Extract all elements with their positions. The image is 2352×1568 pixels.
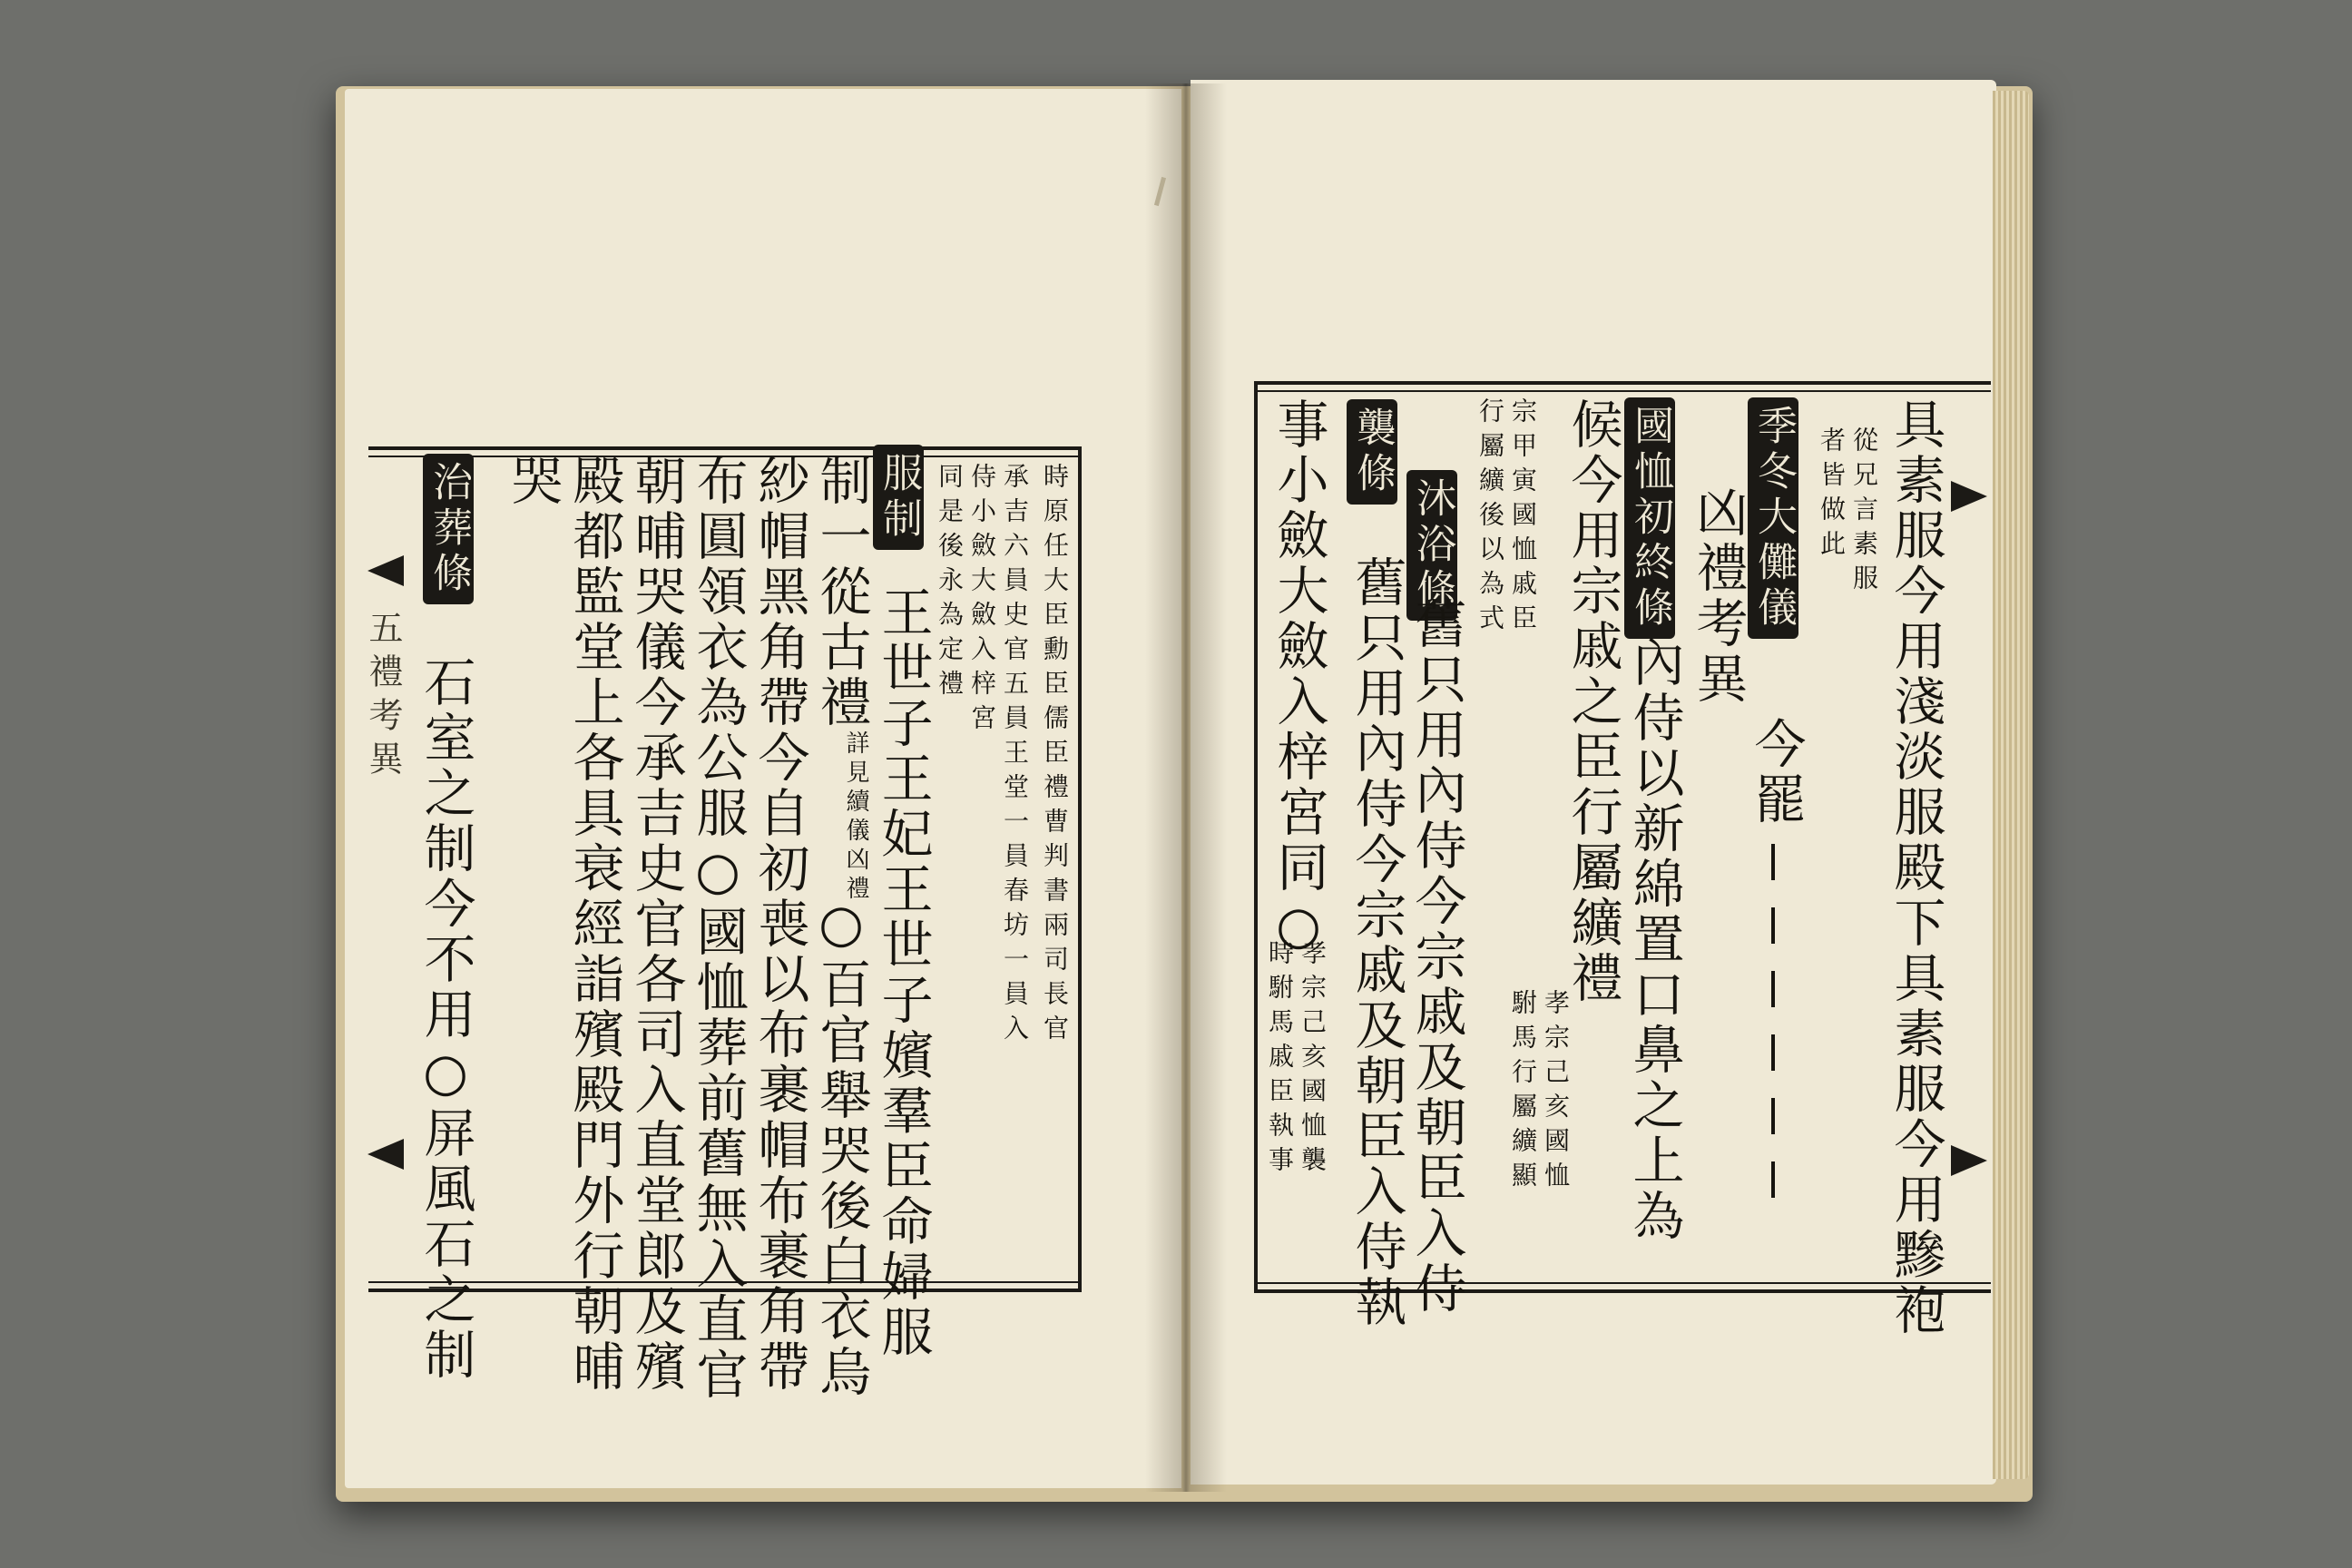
text-column-note: 從兄言素服 [1849,426,1879,599]
text-column-note: 孝宗己亥國恤 [1541,989,1571,1196]
text-column: 王世子王妃王世子嬪羣臣命婦服 [873,585,933,1360]
text-column: 舊只用內侍今宗戚及朝臣入侍 [1406,597,1466,1317]
text-column: 候今用宗戚之臣行屬纊禮 [1563,397,1622,1006]
section-header-dannuo: 季冬大儺儀 [1748,397,1798,639]
text-column: 布圓領衣為公服○國恤葬前舊無入直官 [688,454,748,1403]
text-column: 舊只用內侍今宗戚及朝臣入侍執 [1347,555,1406,1330]
text-column-note: 行屬纊後以為式 [1475,397,1505,639]
text-column-note: 孝宗己亥國恤襲 [1298,939,1328,1181]
left-folio-title: 五禮考異 [363,610,403,784]
line-mark [1771,971,1775,1007]
line-mark [1771,1161,1775,1198]
page-fore-edge [1993,91,2029,1479]
section-header-muyu: 沐浴條 [1406,470,1457,621]
line-mark [1771,844,1775,880]
line-mark [1771,1098,1775,1134]
text-column: 侍小斂大斂入梓宮 [967,463,997,739]
text-column-note: 者皆做此 [1817,426,1847,564]
text-column: 制一從古禮 [811,454,871,730]
text-column-note: 時駙馬戚臣執事 [1265,939,1295,1181]
text-column: 哭 [503,454,563,509]
section-header-guoxu: 國恤初終條 [1624,397,1675,639]
text-column-note: 詳見續儀凶禮 [842,730,869,905]
text-column: 事小斂大斂入梓宮同○ [1269,397,1328,959]
text-column-note: 宗甲寅國恤戚臣 [1508,397,1538,639]
section-header-xi: 襲條 [1347,399,1397,505]
text-column: 具素服今用淺淡服殿下具素服今用黲袍 [1886,397,1945,1338]
text-column: 石室之制今不用○屏風石之制 [416,655,475,1383]
text-column: 承吉六員史官五員王堂一員春坊一員入 [1000,463,1030,1049]
text-column: 今罷 [1746,717,1806,828]
line-mark [1771,907,1775,944]
text-column: ○百官舉哭後白衣烏 [811,894,871,1400]
section-header-zhizang: 治葬條 [423,454,474,604]
frame-top-rule [1258,390,1991,392]
text-column: 紗帽黑角帶今自初喪以布裹帽布裹角帶 [750,454,809,1395]
book-gutter [1145,83,1227,1492]
text-column: 凶禮考異 [1688,485,1748,707]
text-column: 時原任大臣勳臣儒臣禮曹判書兩司長官 [1040,463,1070,1049]
text-column: 殿都監堂上各具衰經詣殯殿門外行朝晡 [564,454,624,1395]
text-column: 內侍以新綿置口鼻之上為 [1624,635,1684,1244]
line-mark [1771,1034,1775,1071]
text-column: 朝晡哭儀今承吉史官各司入直堂郎及殯 [626,454,686,1395]
text-column: 同是後永為定禮 [935,463,965,704]
section-header-fuzhi: 服制 [873,445,924,550]
text-column-note: 駙馬行屬纊顯 [1508,989,1538,1196]
